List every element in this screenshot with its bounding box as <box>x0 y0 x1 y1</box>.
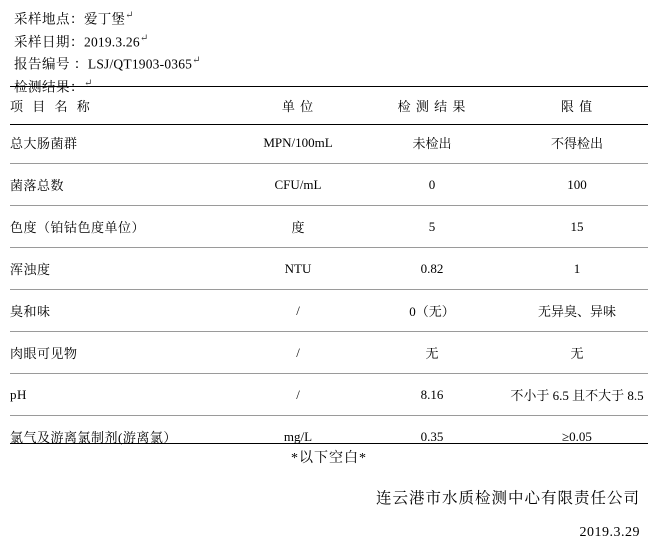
header-line-report-number <box>14 51 644 74</box>
table-row <box>10 290 648 332</box>
cell-limit: 无异臭、异味 <box>506 290 648 332</box>
cell-result: 无 <box>358 332 506 374</box>
cell-result: 0（无） <box>358 290 506 332</box>
issuing-company: 连云港市水质检测中心有限责任公司 <box>375 490 640 507</box>
blank-below-note: *以下空白* <box>291 451 367 466</box>
header-line-sampling-location <box>14 6 644 29</box>
cell-item-name: pH <box>10 374 238 416</box>
header-label: 检测结果： <box>14 79 84 94</box>
header-label: 采样地点： <box>14 11 84 27</box>
report-date: 2019.3.29 <box>579 525 640 540</box>
cell-result: 未检出 <box>358 122 506 164</box>
cell-unit: / <box>238 374 358 416</box>
cell-limit: 不小于 6.5 且不大于 8.5 <box>506 374 648 416</box>
header-value: 2019.3.26 <box>84 34 140 49</box>
header-label: 报告编号 ： <box>14 56 88 72</box>
header-value: 爱丁堡 <box>84 11 126 27</box>
table-row <box>10 206 648 248</box>
cell-item-name: 菌落总数 <box>10 164 238 206</box>
cell-unit: mg/L <box>283 428 313 444</box>
cell-unit: / <box>238 332 358 374</box>
cell-unit: / <box>238 290 358 332</box>
table-row <box>10 164 648 206</box>
table-row <box>10 332 648 374</box>
table-top-rule <box>10 86 648 87</box>
table-header-row <box>10 88 648 122</box>
report-header <box>14 6 644 96</box>
cell-limit: 15 <box>506 206 648 248</box>
cell-result: 0.35 <box>420 428 444 444</box>
paragraph-mark-icon: ↵ <box>192 55 201 66</box>
cell-limit: 不得检出 <box>506 122 648 164</box>
header-value: LSJ/QT1903-0365 <box>87 56 193 72</box>
paragraph-mark-icon: ↵ <box>139 32 149 44</box>
table-row <box>10 248 648 290</box>
cell-unit: MPN/100mL <box>238 122 358 164</box>
cell-item-name: 臭和味 <box>10 290 238 332</box>
cell-item-name: 肉眼可见物 <box>10 332 238 374</box>
cell-limit: ≥0.05 <box>562 428 592 444</box>
cell-unit: NTU <box>238 248 358 290</box>
column-header-name: 项 目 名 称 <box>10 98 93 114</box>
cell-item-name: 浑浊度 <box>10 248 238 290</box>
results-table <box>10 88 648 457</box>
cell-limit: 1 <box>506 248 648 290</box>
cell-result: 8.16 <box>358 374 506 416</box>
table-row <box>10 122 648 164</box>
cell-unit: CFU/mL <box>238 164 358 206</box>
header-line-sampling-date <box>14 29 644 52</box>
cell-result: 0 <box>358 164 506 206</box>
cell-item-name: 氯气及游离氯制剂(游离氯） <box>10 430 177 445</box>
cell-unit: 度 <box>238 206 358 248</box>
table-row <box>10 374 648 416</box>
cell-limit: 100 <box>506 164 648 206</box>
paragraph-mark-icon: ↵ <box>84 77 93 89</box>
paragraph-mark-icon: ↵ <box>125 10 134 21</box>
cell-item-name: 色度（铂钴色度单位） <box>10 206 238 248</box>
cell-result: 0.82 <box>358 248 506 290</box>
column-header-unit: 单 位 <box>281 98 315 114</box>
header-label: 采样日期： <box>14 34 84 49</box>
cell-result: 5 <box>358 206 506 248</box>
cell-limit: 无 <box>506 332 648 374</box>
cell-item-name: 总大肠菌群 <box>10 122 238 164</box>
column-header-limit: 限 值 <box>560 98 594 114</box>
column-header-result: 检 测 结 果 <box>397 98 467 114</box>
